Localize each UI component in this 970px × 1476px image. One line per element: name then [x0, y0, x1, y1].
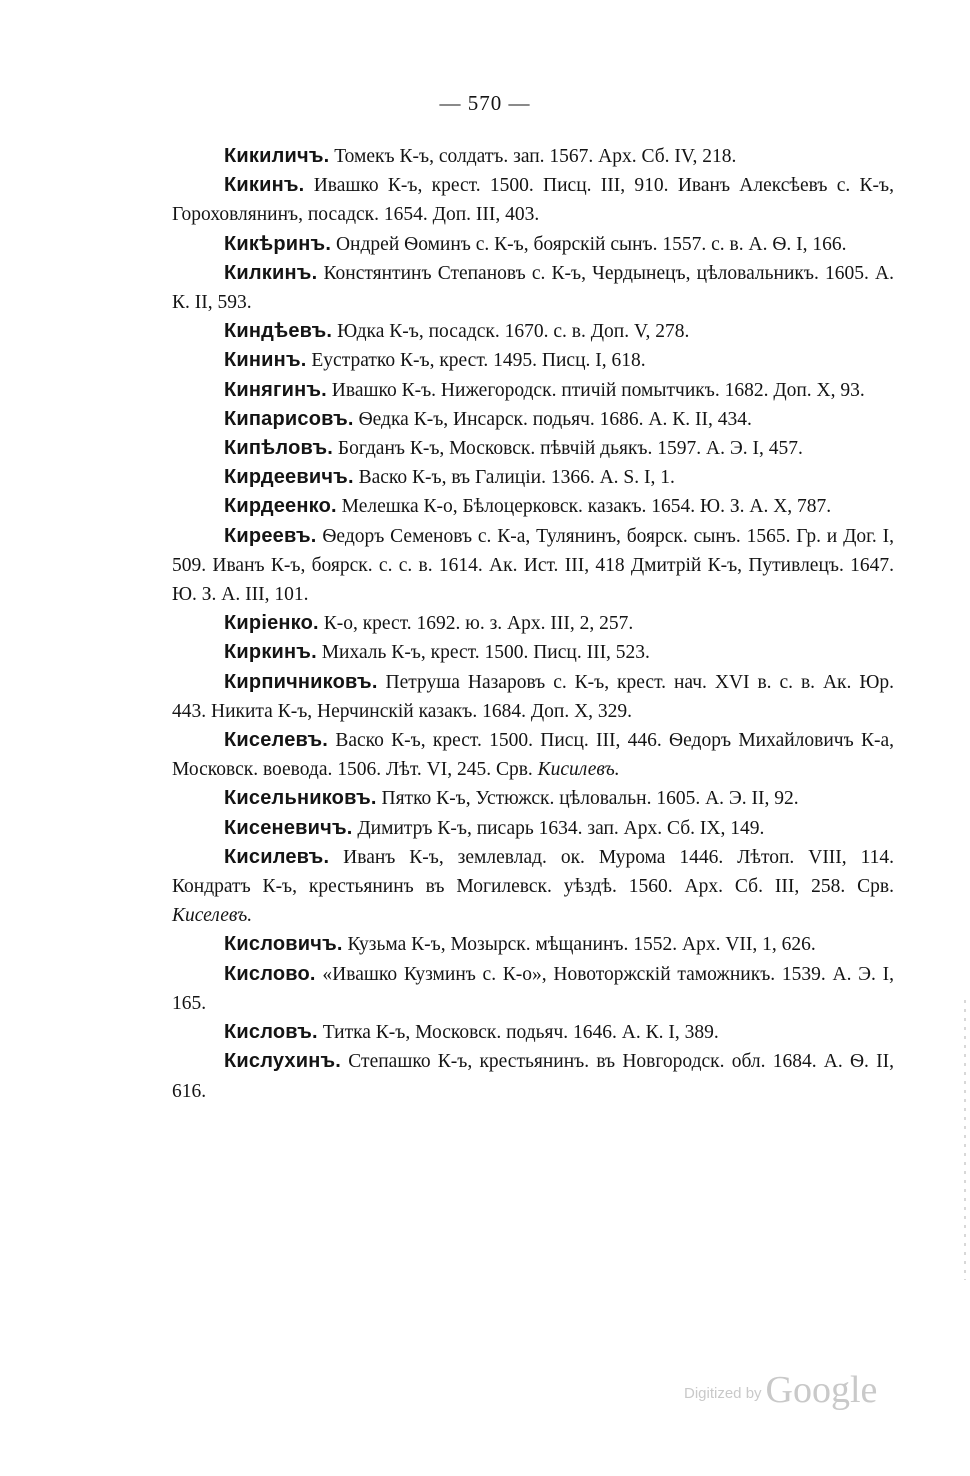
entry-text: К-о, крест. 1692. ю. з. Арх. III, 2, 257. [323, 613, 634, 635]
dictionary-entry [172, 930, 894, 959]
entry-text: Кузьма К-ъ, Мозырск. мѣщанинъ. 1552. Арх. VII, 1, 626. [347, 934, 816, 956]
entry-text: Степашко К-ъ, крестьянинъ. въ Новгородск. обл. 1684. А. Ѳ. II, 616. [172, 1051, 895, 1102]
dictionary-entry [172, 843, 894, 931]
dictionary-entry [172, 492, 894, 521]
entry-text: Юдка К-ъ, посадск. 1670. с. в. Доп. V, 278. [337, 321, 690, 343]
entry-headword: Килкинъ. [224, 261, 318, 284]
scan-edge-mark [964, 1000, 966, 1280]
dictionary-entry [172, 346, 894, 375]
dictionary-entry [172, 638, 894, 667]
entry-text: Титка К-ъ, Московск. подьяч. 1646. А. К. I, 389. [322, 1022, 719, 1044]
entry-text: Томекъ К-ъ, солдатъ. зап. 1567. Арх. Сб. IV, 218. [334, 146, 737, 167]
entry-headword: Кирпичниковъ. [224, 670, 378, 693]
entry-headword: Кисельниковъ. [224, 787, 377, 810]
entry-text: Еустратко К-ъ, крест. 1495. Писц. I, 618. [311, 350, 646, 372]
entry-text: Петруша Назаровъ с. К-ъ, крест. нач. XVI в. с. в. Ак. Юр. 443. Никита К-ъ, Нерчинскій казакъ. 1684. Доп. X, 329. [172, 671, 894, 722]
entry-text: Пятко К-ъ, Устюжск. цѣловальн. 1605. А. Э. II, 92. [381, 788, 799, 810]
dictionary-entries [172, 142, 894, 1106]
dictionary-entry [172, 259, 894, 317]
entry-headword: Кирдеевичъ. [224, 466, 354, 489]
entry-text: Констянтинъ Степановъ с. К-ъ, Чердынецъ, цѣловальникъ. 1605. А. К. II, 593. [172, 262, 895, 314]
entry-headword: Кининъ. [224, 349, 307, 372]
dictionary-entry [172, 1047, 894, 1105]
entry-text: Ѳедка К-ъ, Инсарск. подьяч. 1686. А. К. II, 434. [358, 408, 752, 430]
entry-text: Васко К-ъ, крест. 1500. Писц. III, 446. Ѳедоръ Михайловичъ К-а, Московск. воевода. 1506. Лѣт. VI, 245. Срв. [172, 730, 895, 781]
dictionary-entry [172, 463, 894, 492]
entry-headword: Кинягинъ. [224, 378, 327, 401]
dictionary-entry [172, 142, 894, 171]
dictionary-entry [172, 960, 894, 1018]
entry-text: Ондрей Ѳоминъ с. К-ъ, боярскій сынъ. 1557. с. в. А. Ѳ. I, 166. [335, 233, 847, 255]
dictionary-entry [172, 726, 894, 784]
entry-headword: Кисеневичъ. [224, 816, 353, 839]
entry-headword: Киселевъ. [224, 729, 329, 752]
entry-text: Ивашко К-ъ, крест. 1500. Писц. III, 910. Иванъ Алексѣевъ с. К-ъ, Гороховлянинъ, посадск. 1654. Доп. III, 403. [172, 175, 894, 226]
entry-text: Васко К-ъ, въ Галиціи. 1366. А. S. I, 1. [358, 467, 675, 489]
dictionary-entry [172, 784, 894, 813]
entry-headword: Кисилевъ. [224, 845, 330, 868]
dictionary-entry [172, 668, 894, 726]
entry-text: Михаль К-ъ, крест. 1500. Писц. III, 523. [321, 642, 650, 664]
dictionary-entry [172, 405, 894, 434]
entry-text: «Ивашко Кузминъ с. К-о», Новоторжскій таможникъ. 1539. А. Э. I, 165. [172, 963, 894, 1014]
digitized-watermark [684, 1368, 894, 1418]
entry-cross-reference: Кисилевъ. [537, 759, 620, 781]
entry-text: Ѳедоръ Семеновъ с. К-а, Тулянинъ, боярск. сынъ. 1565. Гр. и Дог. I, 509. Иванъ К-ъ, боярск. с. с. в. 1614. Ак. Ист. III, 418 Дмитрій К-ъ, Путивлецъ. 1647. Ю. З. А. III, 101. [172, 525, 895, 606]
dictionary-entry [172, 1018, 894, 1047]
dictionary-entry [172, 230, 894, 259]
entry-headword: Кислово. [224, 962, 316, 985]
entry-headword: Кирдеенко. [224, 495, 337, 518]
entry-text: Мелешка К-о, Бѣлоцерковск. казакъ. 1654. Ю. З. А. X, 787. [341, 496, 832, 518]
dictionary-entry [172, 814, 894, 843]
entry-headword: Киріенко. [224, 612, 319, 635]
dictionary-entry [172, 376, 894, 405]
entry-text: Димитръ К-ъ, писарь 1634. зап. Арх. Сб. IX, 149. [357, 817, 765, 839]
dictionary-entry [172, 609, 894, 638]
page-number: — 570 — [439, 91, 531, 115]
entry-headword: Кисловичъ. [224, 933, 343, 956]
dictionary-entry [172, 171, 894, 229]
entry-headword: Киркинъ. [224, 641, 317, 664]
watermark-prefix: Digitized by [684, 1385, 762, 1402]
entry-headword: Кикиличъ. [224, 145, 330, 167]
entry-headword: Кикѣринъ. [224, 232, 332, 255]
entry-cross-reference: Киселевъ. [172, 905, 253, 927]
entry-headword: Кипарисовъ. [224, 407, 354, 430]
entry-headword: Кипѣловъ. [224, 437, 334, 460]
entry-text: Богданъ К-ъ, Московск. пѣвчій дьякъ. 1597. А. Э. I, 457. [337, 438, 803, 460]
entry-headword: Кикинъ. [224, 174, 305, 197]
dictionary-entry [172, 522, 894, 610]
entry-headword: Кислухинъ. [224, 1050, 342, 1073]
entry-text: Иванъ К-ъ, землевлад. ок. Мурома 1446. Лѣтоп. VIII, 114. Кондратъ К-ъ, крестьянинъ въ Могилевск. уѣздѣ. 1560. Арх. Сб. III, 258. Срв. [172, 846, 894, 898]
entry-text: Ивашко К-ъ. Нижегородск. птичій помытчикъ. 1682. Доп. X, 93. [331, 379, 865, 401]
entry-headword: Кисловъ. [224, 1021, 318, 1044]
entry-headword: Киндѣевъ. [224, 320, 333, 343]
entry-headword: Киреевъ. [224, 524, 317, 547]
dictionary-entry [172, 434, 894, 463]
watermark-brand: Google [765, 1369, 878, 1411]
dictionary-entry [172, 317, 894, 346]
